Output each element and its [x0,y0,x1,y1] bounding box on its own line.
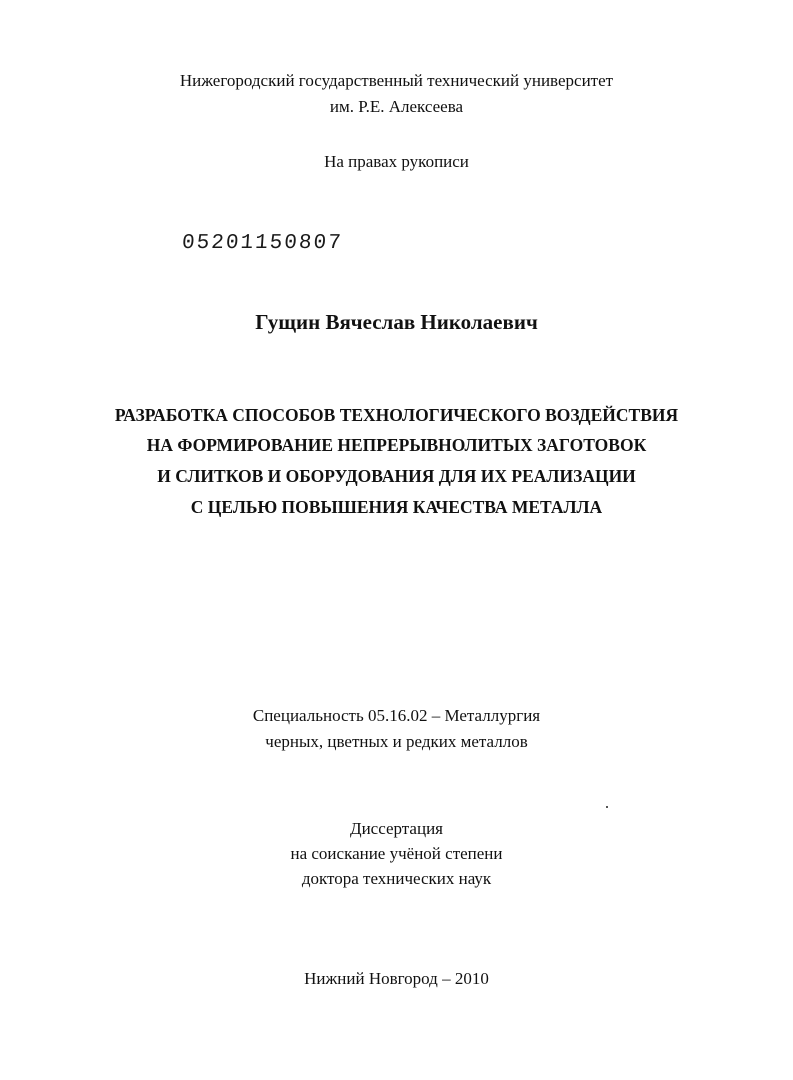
degree-purpose: на соискание учёной степени [290,844,503,863]
scan-speck [606,806,608,808]
registry-number-stamp: 05201150807 [181,232,344,255]
author-name: Гущин Вячеслав Николаевич [255,310,538,334]
thesis-title-line-2: НА ФОРМИРОВАНИЕ НЕПРЕРЫВНОЛИТЫХ ЗАГОТОВОК [146,435,647,455]
manuscript-rights: На правах рукописи [324,152,469,171]
thesis-title-line-3: И СЛИТКОВ И ОБОРУДОВАНИЯ ДЛЯ ИХ РЕАЛИЗАЦИИ [157,466,636,486]
thesis-title-line-1: РАЗРАБОТКА СПОСОБОВ ТЕХНОЛОГИЧЕСКОГО ВОЗДЕЙСТВИЯ [114,405,679,425]
university-named-after: им. Р.Е. Алексеева [329,97,464,116]
degree-level: доктора технических наук [301,869,492,888]
specialty-line-1: Специальность 05.16.02 – Металлургия [252,706,541,725]
specialty-line-2: черных, цветных и редких металлов [265,732,528,751]
thesis-title-line-4: С ЦЕЛЬЮ ПОВЫШЕНИЯ КАЧЕСТВА МЕТАЛЛА [190,497,603,517]
city-and-year: Нижний Новгород – 2010 [304,969,489,988]
university-name: Нижегородский государственный технический университет [179,71,614,90]
degree-type: Диссертация [349,819,443,838]
